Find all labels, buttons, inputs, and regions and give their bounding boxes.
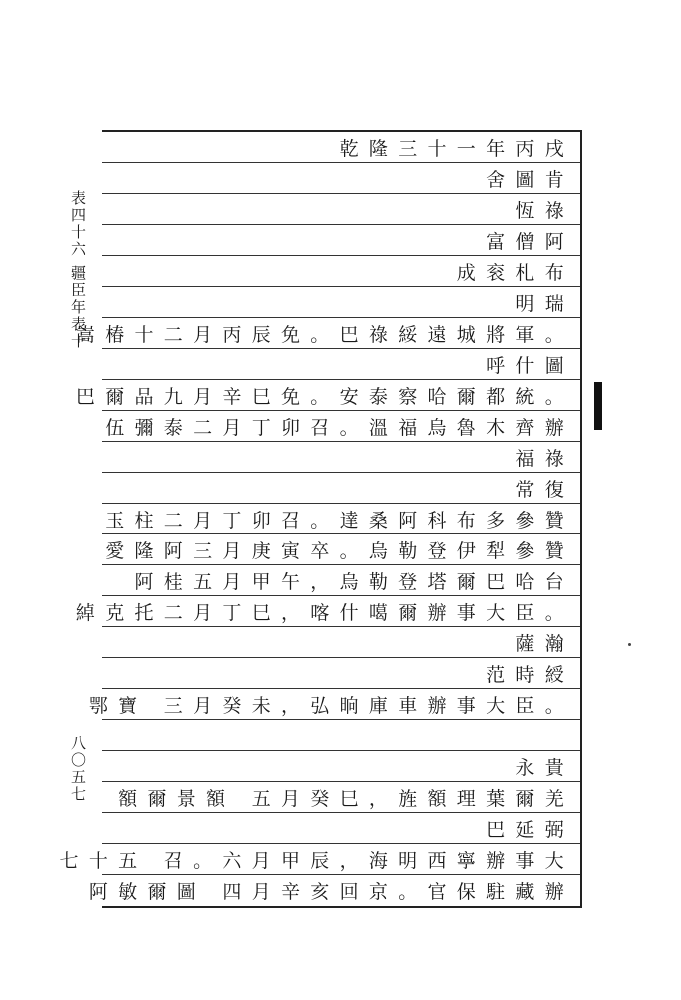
row-text: 玉柱二月丁卯召。達桑阿科布多參贊 <box>105 509 574 532</box>
row-text: 伍彌泰二月丁卯召。溫福烏魯木齊辦 <box>105 416 574 439</box>
ink-speck <box>628 643 631 646</box>
row-text: 明瑞 <box>515 292 574 315</box>
row-text: 阿敏爾圖 四月辛亥回京。官保駐藏辦 <box>88 881 574 904</box>
row-text: 綽克托二月丁巳，喀什噶爾辦事大臣。 <box>75 602 574 625</box>
row-text: 七十五 召。六月甲辰，海明西寧辦事大 <box>59 850 574 873</box>
table-row <box>102 782 580 813</box>
row-text: 阿桂五月甲午，烏勒登塔爾巴哈台 <box>134 571 574 594</box>
table-row <box>102 411 580 442</box>
row-text: 福祿 <box>515 447 574 470</box>
margin-bar <box>594 382 602 430</box>
table-row <box>102 225 580 256</box>
row-text: 舍圖肯 <box>486 168 574 191</box>
table-row <box>102 473 580 504</box>
row-text: 富僧阿 <box>486 230 574 253</box>
table-row <box>59 844 580 875</box>
page-number: 八〇五七 <box>69 735 87 803</box>
table-row <box>102 534 580 565</box>
table-row <box>88 875 580 906</box>
table-row <box>102 256 580 287</box>
row-text: 乾隆三十一年丙戌 <box>339 138 574 160</box>
table-row <box>102 658 580 689</box>
row-text: 嵩椿十二月丙辰免。巴祿綏遠城將軍。 <box>75 323 574 346</box>
row-text: 恆祿 <box>515 199 574 222</box>
running-head: 表四十六 疆臣年表十 <box>69 190 87 350</box>
row-text: 永貴 <box>515 757 574 780</box>
row-text: 巴爾品九月辛巳免。安泰察哈爾都統。 <box>75 385 574 408</box>
table-row <box>75 596 580 627</box>
table-row <box>102 287 580 318</box>
table-row <box>102 194 580 225</box>
row-text: 范時綬 <box>486 664 574 687</box>
table-row <box>75 318 580 349</box>
table-row <box>102 565 580 596</box>
row-text: 薩瀚 <box>515 633 574 656</box>
table-row <box>102 132 580 163</box>
table-row <box>102 442 580 473</box>
table-row <box>88 689 580 720</box>
table-row <box>102 627 580 658</box>
row-text: 呼什圖 <box>486 354 574 377</box>
table-row <box>75 380 580 411</box>
table-row <box>102 504 580 535</box>
row-text: 鄂寶 三月癸未，弘晌庫車辦事大臣。 <box>88 695 574 718</box>
row-text: 常復 <box>515 478 574 501</box>
row-text: 額爾景額 五月癸巳，旌額理葉爾羌 <box>118 788 574 811</box>
table-row <box>102 751 580 782</box>
row-text: 成衮札布 <box>456 261 574 284</box>
table-row <box>102 720 580 751</box>
table-row <box>102 349 580 380</box>
row-text: 愛隆阿三月庚寅卒。烏勒登伊犁參贊 <box>105 540 574 563</box>
table-row <box>102 813 580 844</box>
row-text: 巴延弼 <box>486 819 574 842</box>
table-row <box>102 163 580 194</box>
